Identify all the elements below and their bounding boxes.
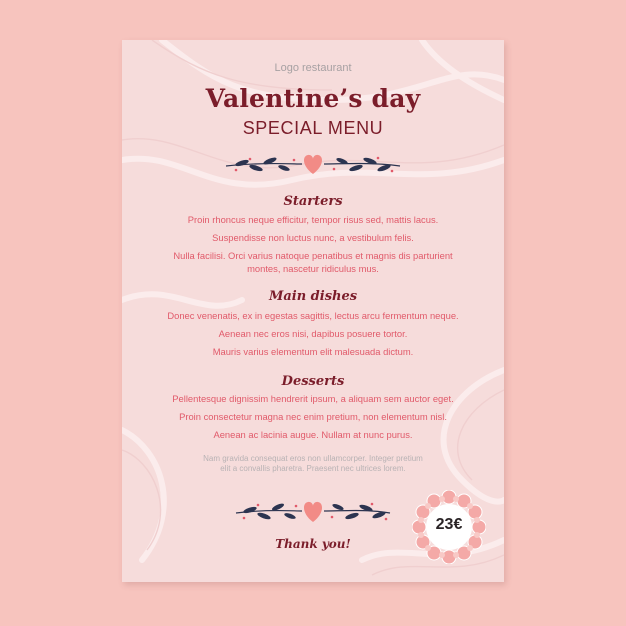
price-label: 23€ (435, 516, 463, 533)
menu-item: Proin consectetur magna nec enim pretium, non elementum nisl. (179, 411, 447, 422)
thank-you-text: Thank you! (275, 537, 351, 551)
section-title-desserts: Desserts (281, 374, 345, 389)
menu-card (122, 40, 504, 582)
fine-print: Nam gravida consequat eros non ullamcorper. Integer pretium elit a convallis pharetra. Praesent nec ultrices lorem. (203, 454, 423, 473)
menu-item: Aenean ac lacinia augue. Nullam at nunc purus. (213, 429, 413, 440)
menu-content (122, 40, 504, 582)
menu-title: Valentine’s day (205, 84, 421, 113)
menu-item: Pellentesque dignissim hendrerit ipsum, a aliquam sem auctor eget. (172, 393, 454, 404)
section-title-starters: Starters (283, 194, 343, 209)
section-title-main-dishes: Main dishes (268, 289, 358, 304)
restaurant-logo-text: Logo restaurant (274, 62, 352, 74)
heart-branch-divider-top (222, 150, 404, 178)
menu-subtitle: SPECIAL MENU (242, 118, 384, 138)
menu-item: Donec venenatis, ex in egestas sagittis, lectus arcu fermentum neque. (167, 310, 459, 321)
heart-branch-divider-bottom (232, 497, 394, 525)
menu-item: Suspendisse non luctus nunc, a vestibulum felis. (212, 232, 414, 243)
menu-item: Aenean nec eros nisi, dapibus posuere tortor. (218, 328, 408, 339)
menu-item: Proin rhoncus neque efficitur, tempor risus sed, mattis lacus. (187, 214, 439, 225)
menu-item: Mauris varius elementum elit malesuada dictum. (212, 346, 414, 357)
menu-item: Nulla facilisi. Orci varius natoque penatibus et magnis dis parturient montes, nascetur ridiculus mus. (173, 250, 453, 274)
